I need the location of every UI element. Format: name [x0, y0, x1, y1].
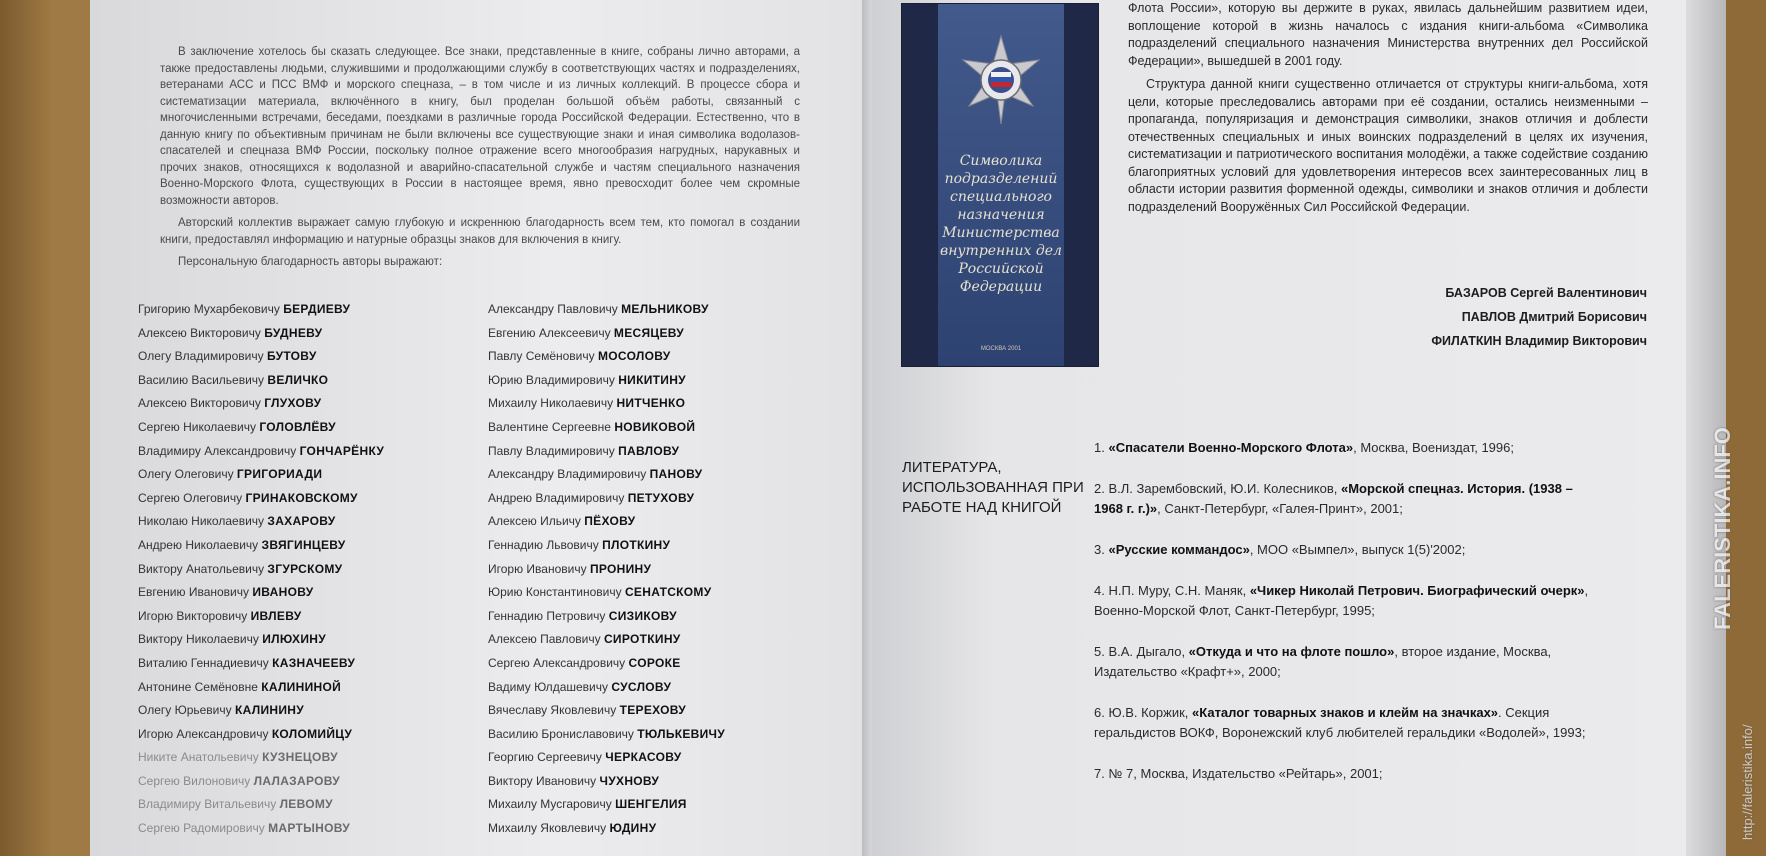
literature-post: , Военно-Морской Флот, Санкт-Петербург, 1995; — [1094, 583, 1589, 618]
literature-item — [1094, 438, 1594, 458]
thanks-name — [488, 463, 808, 487]
thanks-name — [488, 416, 808, 440]
thanks-first-name: Георгию Сергеевичу — [488, 750, 602, 765]
thanks-name — [488, 605, 808, 629]
thanks-last-name: ГРИГОРИАДИ — [236, 467, 323, 482]
thanks-first-name: Юрию Константиновичу — [488, 585, 622, 600]
thanks-name — [138, 676, 438, 700]
thanks-first-name: Олегу Владимировичу — [138, 349, 264, 364]
thanks-name — [138, 723, 438, 747]
thanks-first-name: Евгению Алексеевичу — [488, 325, 611, 340]
thanks-first-name: Николаю Николаевичу — [138, 514, 265, 529]
literature-pre: Ю.В. Коржик, — [1108, 705, 1193, 720]
cover-year: МОСКВА 2001 — [980, 346, 1022, 352]
thanks-last-name: ПЛОТКИНУ — [602, 537, 671, 552]
thanks-name — [488, 392, 808, 416]
thanks-first-name: Олегу Юрьевичу — [138, 703, 232, 718]
literature-post: № 7, Москва, Издательство «Рейтарь», 2001; — [1108, 766, 1383, 781]
thanks-name — [488, 723, 808, 747]
thanks-name — [138, 369, 438, 393]
thanks-first-name: Александру Павловичу — [488, 302, 618, 316]
thanks-name — [138, 416, 438, 440]
thanks-name — [138, 487, 438, 511]
left-page — [90, 0, 870, 856]
literature-num: 6. — [1094, 705, 1105, 720]
thanks-name — [138, 510, 438, 534]
literature-item — [1094, 642, 1594, 682]
thanks-last-name: МЕЛЬНИКОВУ — [621, 302, 709, 316]
thanks-first-name: Антонине Семёновне — [138, 679, 258, 694]
thanks-first-name: Олегу Олеговичу — [138, 467, 234, 482]
thanks-last-name: НИКИТИНУ — [618, 372, 686, 387]
thanks-last-name: ВЕЛИЧКО — [267, 372, 329, 387]
author-signature: ПАВЛОВ Дмитрий Борисович — [1461, 310, 1647, 324]
literature-pre: В.Л. Зарембовский, Ю.И. Колесников, — [1108, 481, 1341, 496]
thanks-first-name: Вадиму Юлдашевичу — [488, 679, 608, 694]
thanks-first-name: Игорю Викторовичу — [138, 608, 248, 623]
thanks-first-name: Сергею Олеговичу — [138, 490, 243, 505]
thanks-name — [138, 558, 438, 582]
thanks-name — [138, 699, 438, 723]
thanks-name — [488, 440, 808, 464]
thanks-name — [488, 746, 808, 770]
thanks-name — [488, 770, 808, 794]
literature-num: 3. — [1094, 542, 1105, 557]
thanks-first-name: Сергею Радомировичу — [138, 821, 265, 836]
thanks-first-name: Михаилу Яковлевичу — [488, 821, 607, 836]
thanks-first-name: Павлу Семёновичу — [488, 349, 595, 364]
cover-title: Символика подразделений специального назначения Министерства внутренних дел Российской Федерации — [940, 153, 1062, 295]
thanks-first-name: Григорию Мухарбековичу — [138, 302, 280, 316]
thanks-name — [488, 628, 808, 652]
watermark-brand: FALERISTIKA.INFO — [1710, 427, 1735, 630]
thanks-first-name: Игорю Ивановичу — [488, 561, 587, 576]
afterword-paragraph: Структура данной книги существенно отличается от структуры книги-альбома, хотя цели, которые преследовались авторами при её создании, остались неизменными – пропаганда, популяризация и демонстрация символики, знаков отличия и доблести отечественных специальных и иных воинских подразделений в целях их изучения, систематизации и патриотического воспитания молодёжи, а также содействие созданию благоприятных условий для удовлетворения интересов всех заинтересованных лиц в области истории развития форменной одежды, символики и знаков отличия и доблести подразделений Вооружённых Сил Российской Федерации. — [1128, 77, 1648, 214]
literature-bold: «Чикер Николай Петрович. Биографический очерк» — [1249, 583, 1585, 598]
literature-bold: «Спасатели Военно-Морского Флота» — [1108, 440, 1354, 455]
thanks-first-name: Сергею Николаевичу — [138, 419, 256, 434]
thanks-first-name: Михаилу Николаевичу — [488, 396, 614, 411]
thanks-last-name: ИВЛЕВУ — [250, 608, 302, 623]
thanks-last-name: ГРИНАКОВСКОМУ — [245, 490, 358, 505]
literature-item — [1094, 703, 1594, 743]
thanks-first-name: Василию Васильевичу — [138, 372, 265, 387]
thanks-first-name: Игорю Александровичу — [138, 726, 269, 741]
thanks-name — [138, 298, 438, 322]
thanks-last-name: ГОНЧАРЁНКУ — [299, 443, 385, 458]
thanks-last-name: ТЮЛЬКЕВИЧУ — [637, 726, 726, 741]
thanks-last-name: БЕРДИЕВУ — [283, 302, 351, 316]
literature-pre: Н.П. Муру, С.Н. Маняк, — [1108, 583, 1250, 598]
literature-num: 2. — [1094, 481, 1105, 496]
thanks-last-name: КАЛИНИНУ — [234, 703, 304, 718]
thanks-first-name: Андрею Владимировичу — [488, 490, 625, 505]
thanks-last-name: ЛАЛАЗАРОВУ — [253, 773, 340, 788]
literature-post: , МОО «Вымпел», выпуск 1(5)'2002; — [1249, 542, 1466, 557]
thanks-first-name: Михаилу Мусгаровичу — [488, 797, 612, 812]
thanks-first-name: Алексею Викторовичу — [138, 325, 261, 340]
thanks-first-name: Геннадию Львовичу — [488, 537, 599, 552]
thanks-last-name: КОЛОМИЙЦУ — [271, 726, 353, 741]
thanks-first-name: Владимиру Александровичу — [138, 443, 297, 458]
thanks-first-name: Владимиру Витальевичу — [138, 797, 277, 812]
thanks-last-name: ЧУХНОВУ — [599, 773, 660, 788]
literature-num: 4. — [1094, 583, 1105, 598]
literature-bold: «Откуда и что на флоте пошло» — [1188, 644, 1395, 659]
thanks-first-name: Виктору Николаевичу — [138, 632, 259, 647]
thanks-name — [138, 817, 438, 841]
thanks-first-name: Виктору Анатольевичу — [138, 561, 265, 576]
literature-post: , Москва, Воениздат, 1996; — [1353, 440, 1514, 455]
thanks-first-name: Сергею Александровичу — [488, 655, 626, 670]
literature-bold: «Русские коммандос» — [1108, 542, 1250, 557]
thanks-name — [138, 322, 438, 346]
thanks-name — [488, 676, 808, 700]
thanks-last-name: КАЛИНИНОЙ — [261, 679, 342, 694]
thanks-name — [488, 652, 808, 676]
thanks-name — [488, 487, 808, 511]
literature-num: 7. — [1094, 766, 1105, 781]
literature-pre: В.А. Дыгало, — [1108, 644, 1189, 659]
thanks-last-name: ПАВЛОВУ — [618, 443, 680, 458]
thanks-name — [138, 463, 438, 487]
thanks-first-name: Сергею Вилоновичу — [138, 773, 251, 788]
author-signature: БАЗАРОВ Сергей Валентинович — [1445, 286, 1647, 300]
intro-paragraph: Персональную благодарность авторы выражают: — [178, 256, 443, 268]
thanks-last-name: БУТОВУ — [266, 349, 317, 364]
thanks-name — [488, 817, 808, 841]
thanks-last-name: ПРОНИНУ — [589, 561, 652, 576]
thanks-name — [488, 699, 808, 723]
afterword-text — [1128, 0, 1648, 222]
thanks-name — [138, 652, 438, 676]
thanks-name — [488, 298, 808, 322]
right-page — [872, 0, 1687, 856]
thanks-last-name: СУСЛОВУ — [611, 679, 672, 694]
thanks-last-name: ЛЕВОМУ — [279, 797, 333, 812]
literature-post: , Санкт-Петербург, «Галея-Принт», 2001; — [1157, 501, 1403, 516]
thanks-first-name: Алексею Павловичу — [488, 632, 601, 647]
thanks-first-name: Павлу Владимировичу — [488, 443, 615, 458]
literature-num: 5. — [1094, 644, 1105, 659]
thanks-name — [488, 510, 808, 534]
literature-post: , второе издание, Москва, Издательство «Крафт+», 2000; — [1094, 644, 1552, 679]
thanks-first-name: Валентине Сергеевне — [488, 419, 611, 434]
thanks-last-name: ЗВЯГИНЦЕВУ — [261, 537, 346, 552]
thanks-last-name: НИТЧЕНКО — [616, 396, 686, 411]
thanks-last-name: ЗГУРСКОМУ — [267, 561, 343, 576]
thanks-name — [138, 581, 438, 605]
star-badge-icon — [957, 34, 1045, 126]
literature-list — [1094, 438, 1594, 805]
literature-item — [1094, 479, 1594, 519]
thanks-last-name: БУДНЕВУ — [264, 325, 323, 340]
thanks-first-name: Алексею Ильичу — [488, 514, 581, 529]
thanks-name — [488, 345, 808, 369]
thanks-name — [488, 534, 808, 558]
thanks-last-name: СИЗИКОВУ — [608, 608, 677, 623]
thanks-last-name: ЮДИНУ — [609, 821, 657, 836]
thanks-last-name: СЕНАТСКОМУ — [624, 585, 712, 600]
thanks-last-name: КАЗНАЧЕЕВУ — [272, 655, 356, 670]
thanks-column-2 — [488, 298, 808, 841]
intro-text — [160, 44, 800, 277]
thanks-last-name: ПАНОВУ — [649, 467, 703, 482]
thanks-name — [488, 369, 808, 393]
thanks-name — [138, 770, 438, 794]
thanks-column-1 — [138, 298, 438, 841]
intro-paragraph: Авторский коллектив выражает самую глубокую и искреннюю благодарность всем тем, кто помогал в создании книги, предоставлял информацию и натурные образцы знаков для включения в книгу. — [160, 217, 800, 246]
thanks-name — [138, 345, 438, 369]
literature-item — [1094, 764, 1594, 784]
literature-num: 1. — [1094, 440, 1105, 455]
thanks-first-name: Алексею Викторовичу — [138, 396, 261, 411]
thanks-name — [138, 628, 438, 652]
book-cover-image — [902, 4, 1098, 366]
literature-bold: «Каталог товарных знаков и клейм на значках» — [1192, 705, 1499, 720]
thanks-last-name: КУЗНЕЦОВУ — [262, 750, 338, 765]
watermark-url: http://faleristika.info/ — [1740, 724, 1755, 840]
thanks-first-name: Евгению Ивановичу — [138, 585, 249, 600]
thanks-last-name: ТЕРЕХОВУ — [619, 703, 687, 718]
thanks-first-name: Вячеславу Яковлевичу — [488, 703, 617, 718]
thanks-last-name: ЧЕРКАСОВУ — [605, 750, 682, 765]
thanks-name — [488, 581, 808, 605]
thanks-last-name: ИЛЮХИНУ — [262, 632, 327, 647]
thanks-first-name: Андрею Николаевичу — [138, 537, 259, 552]
thanks-last-name: ЗАХАРОВУ — [267, 514, 336, 529]
thanks-last-name: ПЁХОВУ — [584, 514, 636, 529]
thanks-first-name: Виктору Ивановичу — [488, 773, 597, 788]
author-signature: ФИЛАТКИН Владимир Викторович — [1431, 334, 1647, 348]
thanks-last-name: ИВАНОВУ — [252, 585, 314, 600]
thanks-first-name: Александру Владимировичу — [488, 467, 647, 482]
thanks-name — [488, 322, 808, 346]
thanks-last-name: МАРТЫНОВУ — [268, 821, 351, 836]
thanks-last-name: ГЛУХОВУ — [264, 396, 322, 411]
literature-heading: ЛИТЕРАТУРА, ИСПОЛЬЗОВАННАЯ ПРИ РАБОТЕ НАД КНИГОЙ — [902, 459, 1084, 516]
thanks-name — [138, 392, 438, 416]
thanks-last-name: СИРОТКИНУ — [603, 632, 681, 647]
thanks-last-name: ГОЛОВЛЁВУ — [259, 419, 336, 434]
thanks-name — [138, 746, 438, 770]
thanks-first-name: Василию Брониславовичу — [488, 726, 634, 741]
thanks-name — [138, 440, 438, 464]
thanks-last-name: НОВИКОВОЙ — [614, 419, 696, 434]
thanks-name — [138, 534, 438, 558]
literature-post: . Секция геральдистов ВОКФ, Воронежский клуб любителей геральдики «Водолей», 1993; — [1094, 705, 1586, 740]
literature-item — [1094, 581, 1594, 621]
literature-item — [1094, 540, 1594, 560]
thanks-first-name: Виталию Геннадиевичу — [138, 655, 269, 670]
thanks-name — [488, 558, 808, 582]
intro-paragraph: В заключение хотелось бы сказать следующее. Все знаки, представленные в книге, собраны лично авторами, а также предоставлены людьми, служившими и продолжающими службу в соответствующих частях и подразделениях, ветеранами АСС и ПСС ВМФ и морского спецназа, – в том числе и из личных коллекций. В процессе сбора и систематизации материала, включённого в книгу, был проделан большой объём работы, связанный с многочисленными встречами, беседами, поездками в различные города Российской Федерации. Естественно, что в данную книгу по объективным причинам не были включены все существующие знаки и иная символика водолазов-спасателей и спецназа ВМФ России, поскольку полное отражение всего многообразия нагрудных, нарукавных и прочих знаков, относящихся к водолазной и аварийно-спасательной службе и частям специального назначения Военно-Морского Флота, существующих в России в настоящее время, явно превосходит более чем скромные возможности авторов. — [160, 46, 800, 207]
thanks-first-name: Геннадию Петровичу — [488, 608, 606, 623]
thanks-last-name: СОРОКЕ — [628, 655, 681, 670]
thanks-last-name: ШЕНГЕЛИЯ — [615, 797, 687, 812]
literature-bold: «Морской спецназ. История. (1938 – 1968 г. г.)» — [1094, 481, 1573, 516]
thanks-first-name: Юрию Владимировичу — [488, 372, 615, 387]
thanks-last-name: ПЕТУХОВУ — [627, 490, 695, 505]
thanks-name — [138, 793, 438, 817]
thanks-name — [138, 605, 438, 629]
thanks-name — [488, 793, 808, 817]
afterword-paragraph: Флота России», которую вы держите в руках, явилась дальнейшим развитием идеи, воплощение которой в жизнь началось с издания книги-альбома «Символика подразделений специального назначения Министерства внутренних дел Российской Федерации», вышедшей в 2001 году. — [1128, 1, 1648, 68]
thanks-first-name: Никите Анатольевичу — [138, 750, 259, 765]
thanks-last-name: МЕСЯЦЕВУ — [613, 325, 685, 340]
thanks-last-name: МОСОЛОВУ — [597, 349, 671, 364]
